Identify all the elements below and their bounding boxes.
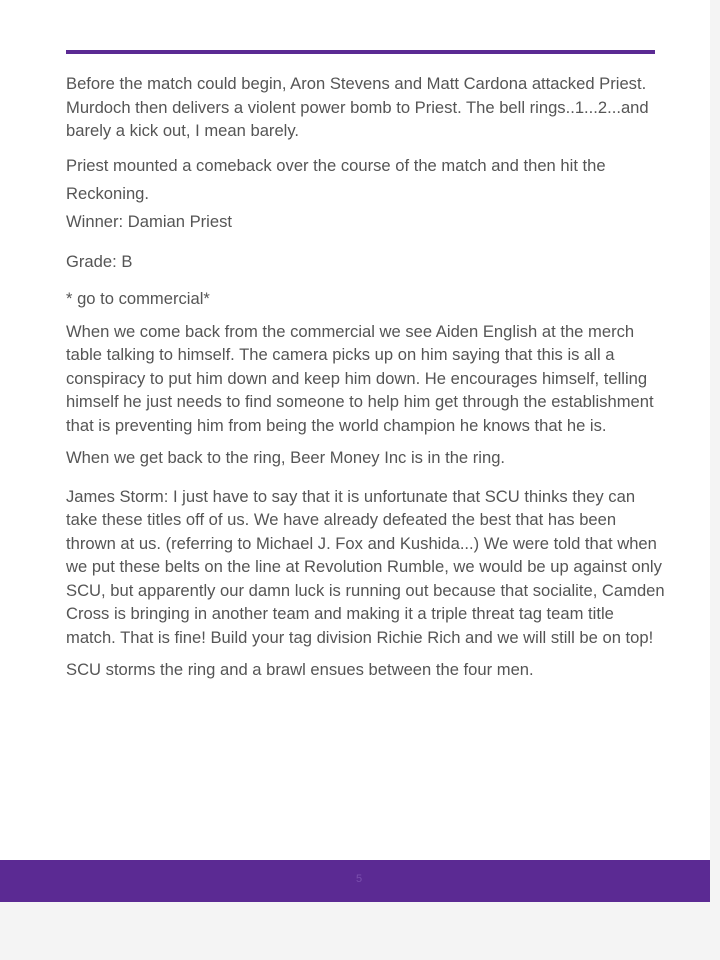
page-number: 5 [356, 873, 363, 885]
article-body [66, 72, 666, 682]
paragraph-commercial: * go to commercial* [66, 289, 210, 308]
paragraph-beer-money: When we get back to the ring, Beer Money Inc is in the ring. [66, 448, 506, 467]
paragraph-aiden-english: When we come back from the commercial we see Aiden English at the merch table talking to himself. The camera picks up on him saying that this is all a conspiracy to put him down and keep him down. He encourages himself, telling himself he just needs to find someone to help him get through the establishment that is preventing him from being the world champion he knows that he is. [66, 321, 654, 435]
header-divider [66, 50, 655, 54]
page-margin-right [710, 0, 720, 960]
paragraph-james-storm: James Storm: I just have to say that it is unfortunate that SCU thinks they can take these titles off of us. We have already defeated the best that has been thrown at us. (referring to Michael J. Fox and Kushida...) We were told that when we put these belts on the line at Revolution Rumble, we would be up against only SCU, but apparently our damn luck is running out because that socialite, Camden Cross is bringing in another team and making it a triple threat tag team title match. That is fine! Build your tag division Richie Rich and we will still be on top! [66, 486, 665, 647]
paragraph-grade: Grade: B [66, 251, 133, 271]
paragraph-winner: Winner: Damian Priest [66, 211, 232, 231]
paragraph-brawl: SCU storms the ring and a brawl ensues between the four men. [66, 660, 534, 679]
page-margin-bottom [0, 902, 720, 960]
paragraph-match-start: Before the match could begin, Aron Stevens and Matt Cardona attacked Priest. Murdoch then delivers a violent power bomb to Priest. The bell rings..1...2...and barely a kick out, I mean barely. [66, 74, 649, 140]
footer-bar [0, 860, 710, 902]
paragraph-comeback: Priest mounted a comeback over the course of the match and then hit the Reckoning. [66, 155, 606, 203]
